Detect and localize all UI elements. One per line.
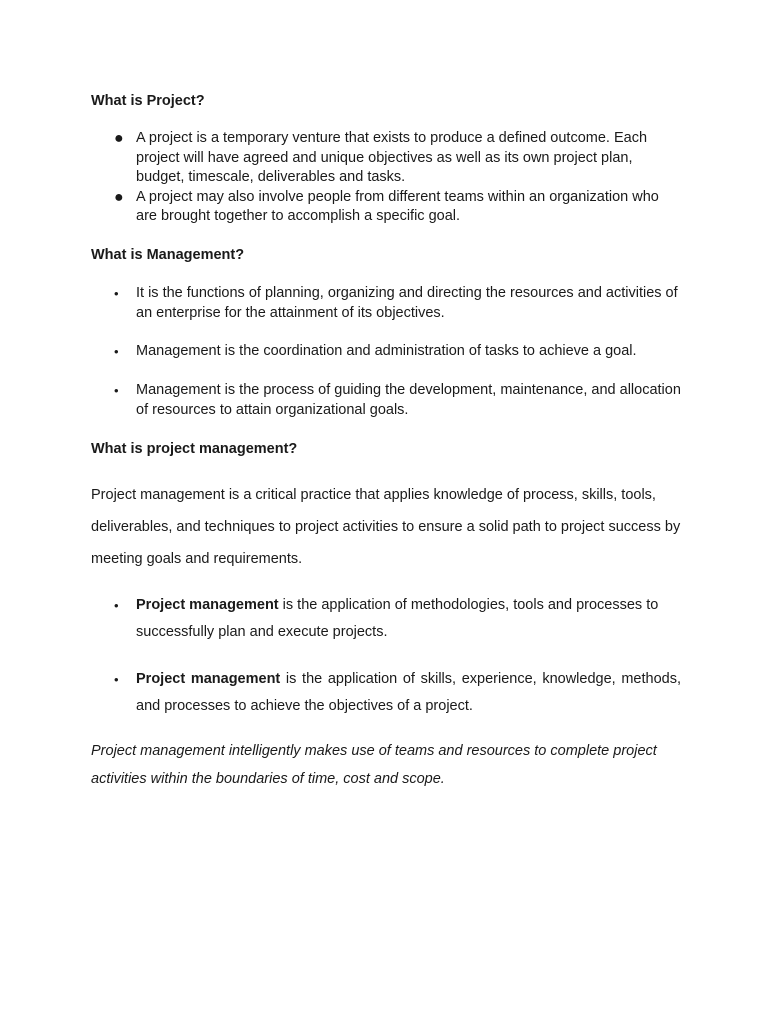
project-management-bullet-list-2	[91, 666, 681, 720]
bullet-icon: •	[114, 598, 119, 613]
bullet-icon: •	[114, 672, 119, 687]
bold-term: Project management	[136, 597, 279, 613]
heading-what-is-management: What is Management?	[91, 247, 245, 263]
bold-term: Project management	[136, 671, 281, 687]
closing-italic-paragraph: Project management intelligently makes use of teams and resources to complete project activities within the boundaries of time, cost and scope.	[91, 743, 657, 787]
list-item	[91, 342, 681, 362]
management-bullet-list-3	[91, 381, 681, 420]
list-item	[91, 188, 681, 227]
management-bullet-list-2	[91, 342, 681, 362]
list-item	[91, 381, 681, 420]
heading-what-is-project-management: What is project management?	[91, 441, 298, 457]
bullet-icon: ●	[114, 130, 124, 147]
list-item	[91, 284, 681, 323]
bullet-text: is the application of methodologies, tools and processes to successfully plan and execute projects.	[136, 597, 659, 640]
project-management-bullet-list	[91, 592, 681, 646]
project-bullet-list	[91, 129, 681, 227]
bullet-icon: •	[114, 286, 119, 301]
bullet-icon: ●	[114, 188, 124, 206]
bullet-text: A project is a temporary venture that exists to produce a defined outcome. Each project will have agreed and unique objectives as well as its own project plan, budget, timescale, deliverables and tasks.	[136, 130, 648, 185]
management-bullet-list	[91, 284, 681, 323]
bullet-text: Management is the coordination and administration of tasks to achieve a goal.	[136, 343, 637, 359]
list-item	[91, 666, 681, 720]
list-item	[91, 592, 681, 646]
bullet-text: Management is the process of guiding the development, maintenance, and allocation of resources to attain organizational goals.	[136, 382, 681, 418]
list-item	[91, 129, 681, 188]
project-management-paragraph: Project management is a critical practice that applies knowledge of process, skills, tools, deliverables, and techniques to project activities to ensure a solid path to project success by meeting goals and requirements.	[91, 487, 681, 567]
bullet-text: A project may also involve people from different teams within an organization who are brought together to accomplish a specific goal.	[136, 188, 659, 224]
heading-what-is-project: What is Project?	[91, 93, 205, 109]
bullet-icon: •	[114, 383, 119, 398]
bullet-text: It is the functions of planning, organizing and directing the resources and activities of an enterprise for the attainment of its objectives.	[136, 285, 678, 321]
bullet-icon: •	[114, 344, 119, 359]
bullet-text: is the application of skills, experience, knowledge, methods, and processes to achieve the objectives of a project.	[136, 671, 681, 714]
